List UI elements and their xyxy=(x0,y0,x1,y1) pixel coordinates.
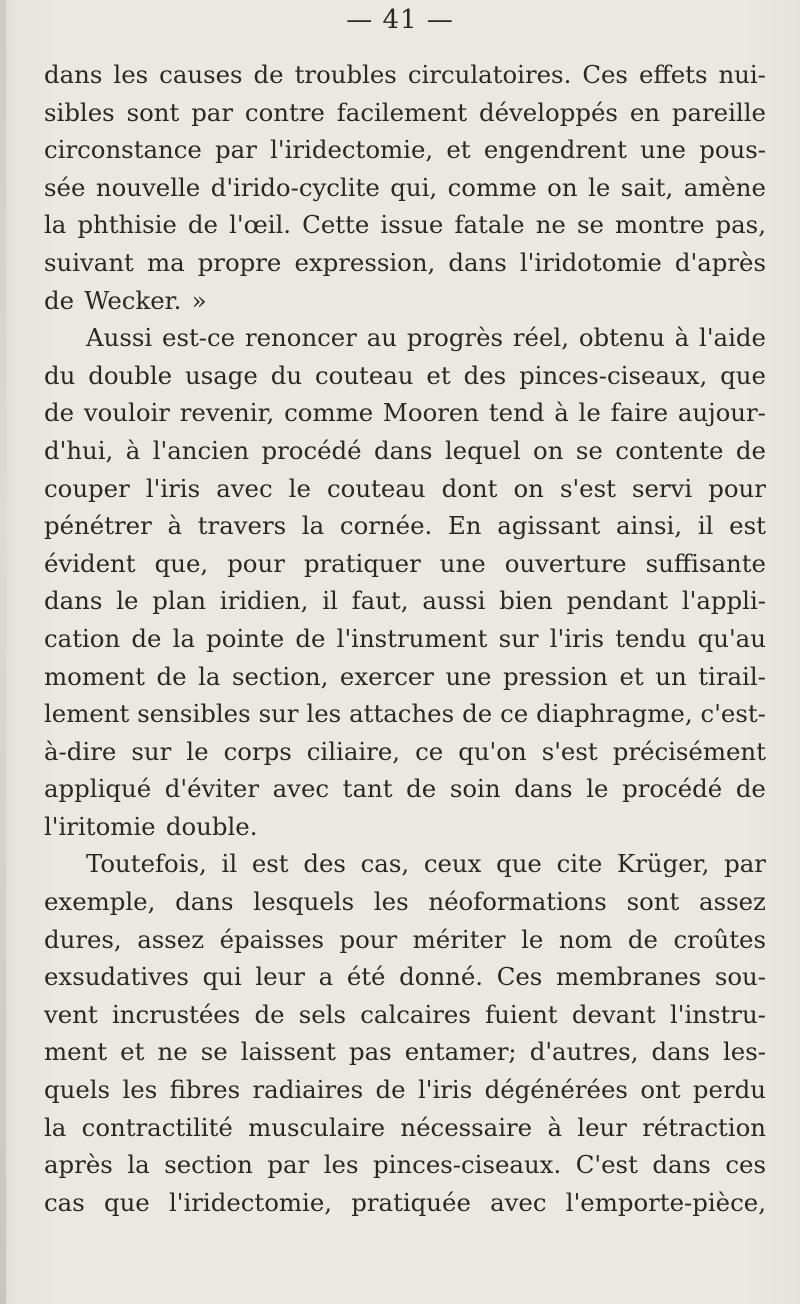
text-line: exemple, dans lesquels les néoformations sont assez xyxy=(44,887,766,917)
text-line: pénétrer à travers la cornée. En agissant ainsi, il est xyxy=(44,511,766,541)
page-number: — 41 — xyxy=(346,5,454,35)
text-line: vent incrustées de sels calcaires fuient devant l'instru- xyxy=(44,999,766,1029)
text-line: du double usage du couteau et des pinces-ciseaux, que xyxy=(44,360,766,390)
paragraph xyxy=(44,845,766,1221)
text-line: de vouloir revenir, comme Mooren tend à le faire aujour- xyxy=(44,398,766,428)
page-edge-shadow xyxy=(0,0,6,1304)
text-line: d'hui, à l'ancien procédé dans lequel on se contente de xyxy=(44,435,766,465)
text-line: à-dire sur le corps ciliaire, ce qu'on s'est précisément xyxy=(44,736,766,766)
text-line: ment et ne se laissent pas entamer; d'autres, dans les- xyxy=(44,1037,766,1067)
paragraph xyxy=(44,56,766,319)
text-line: suivant ma propre expression, dans l'iridotomie d'après xyxy=(44,247,766,277)
text-line: quels les fibres radiaires de l'iris dégénérées ont perdu xyxy=(44,1075,766,1105)
text-line: Aussi est-ce renoncer au progrès réel, obtenu à l'aide xyxy=(86,323,766,353)
text-line: cation de la pointe de l'instrument sur l'iris tendu qu'au xyxy=(44,623,766,653)
text-line: exsudatives qui leur a été donné. Ces membranes sou- xyxy=(44,962,766,992)
text-line: dures, assez épaisses pour mériter le nom de croûtes xyxy=(44,924,766,954)
text-line: circonstance par l'iridectomie, et engendrent une pous- xyxy=(44,135,766,165)
text-line: après la section par les pinces-ciseaux. C'est dans ces xyxy=(44,1150,766,1180)
text-line: évident que, pour pratiquer une ouverture suffisante xyxy=(44,548,766,578)
text-line: dans les causes de troubles circulatoires. Ces effets nui- xyxy=(44,60,766,89)
text-line: l'iritomie double. xyxy=(44,811,258,841)
text-line: cas que l'iridectomie, pratiquée avec l'emporte-pièce, xyxy=(44,1187,766,1217)
text-line: sibles sont par contre facilement développés en pareille xyxy=(44,97,766,127)
text-line: dans le plan iridien, il faut, aussi bien pendant l'appli- xyxy=(44,586,766,616)
text-line: Toutefois, il est des cas, ceux que cite Krüger, par xyxy=(86,849,766,879)
text-line: moment de la section, exercer une pression et un tirail- xyxy=(44,661,766,691)
text-line: couper l'iris avec le couteau dont on s'est servi pour xyxy=(44,473,766,503)
text-line: la contractilité musculaire nécessaire à leur rétraction xyxy=(44,1112,766,1142)
text-line: de Wecker. » xyxy=(44,285,207,315)
body-text xyxy=(44,56,766,1221)
paragraph xyxy=(44,319,766,845)
text-line: appliqué d'éviter avec tant de soin dans le procédé de xyxy=(44,774,766,804)
text-line: la phthisie de l'œil. Cette issue fatale ne se montre pas, xyxy=(44,210,766,240)
text-line: lement sensibles sur les attaches de ce diaphragme, c'est- xyxy=(44,699,766,729)
text-line: sée nouvelle d'irido-cyclite qui, comme on le sait, amène xyxy=(44,172,766,202)
